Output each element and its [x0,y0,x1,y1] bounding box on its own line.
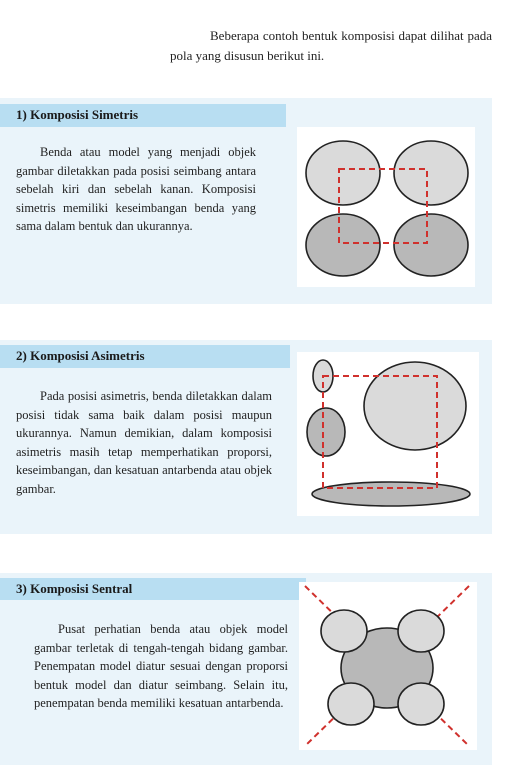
ellipse-flat-base [312,482,470,506]
section-1-text: Benda atau model yang menjadi objek gambar diletakkan pada posisi seimbang antara sebelah kiri dan sebelah kanan. Komposisi simetris memiliki keseimbangan benda yang sama dalam bentuk dan ukurannya. [16,145,256,233]
ellipse-small-left [307,408,345,456]
ellipse-bottom-right [394,214,468,276]
section-1-body [16,143,256,236]
ellipse-corner-top-left [321,610,367,652]
ellipse-top-left [306,141,380,205]
section-2-heading: 2) Komposisi Asimetris [0,345,290,368]
ellipse-bottom-left [306,214,380,276]
ellipse-corner-top-right [398,610,444,652]
central-figure [299,582,477,750]
section-3-heading: 3) Komposisi Sentral [0,578,306,600]
section-3-body [34,620,288,713]
section-3-text: Pusat perhatian benda atau objek model gambar terletak di tengah-tengah bidang gambar. Penempatan model diatur sesuai dengan proporsi bentuk model dan diatur seimbang. Selain itu, penempatan benda memiliki kesatuan antarbenda. [34,622,288,710]
section-2-text: Pada posisi asimetris, benda diletakkan dalam posisi tidak sama baik dalam posisi maupun ukurannya. Namun demikian, dalam komposisi asimetris masih tetap memperhatikan proporsi, keseimbangan, dan kesatuan antarbenda atau objek gambar. [16,389,272,496]
intro-paragraph [170,26,492,66]
intro-text: Beberapa contoh bentuk komposisi dapat dilihat pada pola yang disusun berikut ini. [170,28,492,63]
section-2-body [16,387,272,498]
asymmetric-figure [297,352,479,516]
ellipse-corner-bottom-right [398,683,444,725]
section-1-heading: 1) Komposisi Simetris [0,104,286,127]
ellipse-corner-bottom-left [328,683,374,725]
ellipse-top-right [394,141,468,205]
symmetric-figure [297,127,475,287]
